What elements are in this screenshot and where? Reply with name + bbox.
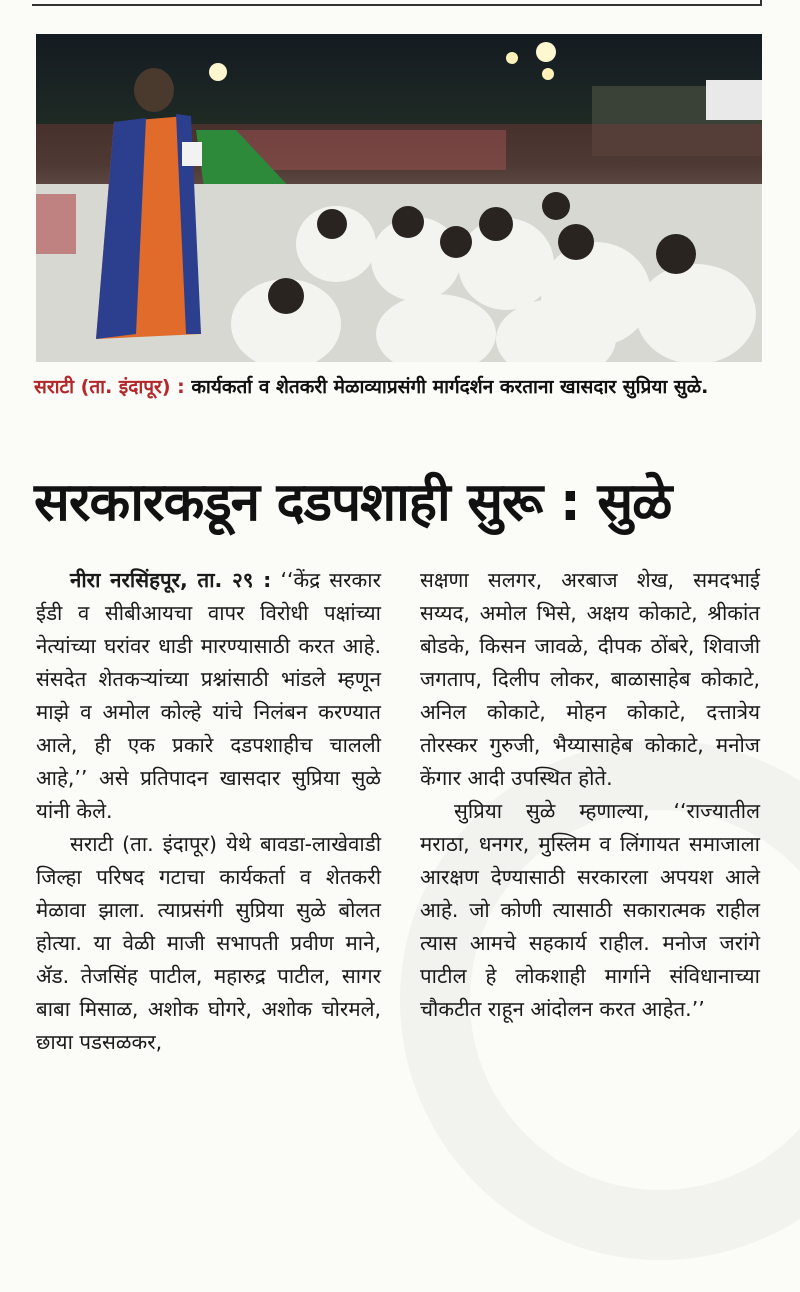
article-paragraph-2: सराटी (ता. इंदापूर) येथे बावडा-लाखेवाडी जिल्हा परिषद गटाचा कार्यकर्ता व शेतकरी मेळावा झाला. त्याप्रसंगी सुप्रिया सुळे बोलत होत्या. या वेळी माजी सभापती प्रवीण माने, ॲड. तेजसिंह पाटील, महारुद्र पाटील, सागर बाबा मिसाळ, अशोक घोगरे, अशोक चोरमले, छाया पडसळकर, bbox=[36, 832, 381, 1054]
event-photo bbox=[36, 34, 762, 362]
caption-text: कार्यकर्ता व शेतकरी मेळाव्याप्रसंगी मार्गदर्शन करताना खासदार सुप्रिया सुळे. bbox=[184, 376, 709, 398]
article-column-right bbox=[420, 564, 760, 1026]
top-border-rule bbox=[32, 0, 760, 6]
caption-place: सराटी (ता. इंदापूर) : bbox=[34, 376, 185, 398]
event-photo-illustration bbox=[36, 34, 762, 362]
top-border-corner bbox=[760, 0, 762, 6]
article-dateline: नीरा नरसिंहपूर, ता. २९ : bbox=[70, 568, 272, 592]
headline: सरकारकडून दडपशाही सुरू : सुळे bbox=[34, 472, 672, 533]
photo-caption bbox=[34, 372, 764, 402]
article-paragraph-1-text: ‘‘केंद्र सरकार ईडी व सीबीआयचा वापर विरोधी पक्षांच्या नेत्यांच्या घरांवर धाडी मारण्यासाठी करत आहे. संसदेत शेतकऱ्यांच्या प्रश्नांसाठी भांडले म्हणून माझे व अमोल कोल्हे यांचे निलंबन करण्यात आले, ही एक प्रकारे दडपशाहीच चालली आहे,’’ असे प्रतिपादन खासदार सुप्रिया सुळे यांनी केले. bbox=[36, 568, 381, 823]
article-column-left bbox=[36, 564, 381, 1059]
article-paragraph-4: सुप्रिया सुळे म्हणाल्या, ‘‘राज्यातील मराठा, धनगर, मुस्लिम व लिंगायत समाजाला आरक्षण देण्यासाठी सरकारला अपयश आले आहे. जो कोणी त्यासाठी सकारात्मक राहील त्यास आमचे सहकार्य राहील. मनोज जरांगे पाटील हे लोकशाही मार्गाने संविधानाच्या चौकटीत राहून आंदोलन करत आहेत.’’ bbox=[420, 799, 760, 1021]
article-paragraph-3: सक्षणा सलगर, अरबाज शेख, समदभाई सय्यद, अमोल भिसे, अक्षय कोकाटे, श्रीकांत बोडके, किसन जावळे, दीपक ठोंबरे, शिवाजी जगताप, दिलीप लोकर, बाळासाहेब कोकाटे, अनिल कोकाटे, मोहन कोकाटे, दत्तात्रेय तोरस्कर गुरुजी, भैय्यासाहेब कोकाटे, मनोज केंगार आदी उपस्थित होते. bbox=[420, 568, 760, 790]
article-paragraph-1 bbox=[36, 564, 381, 828]
